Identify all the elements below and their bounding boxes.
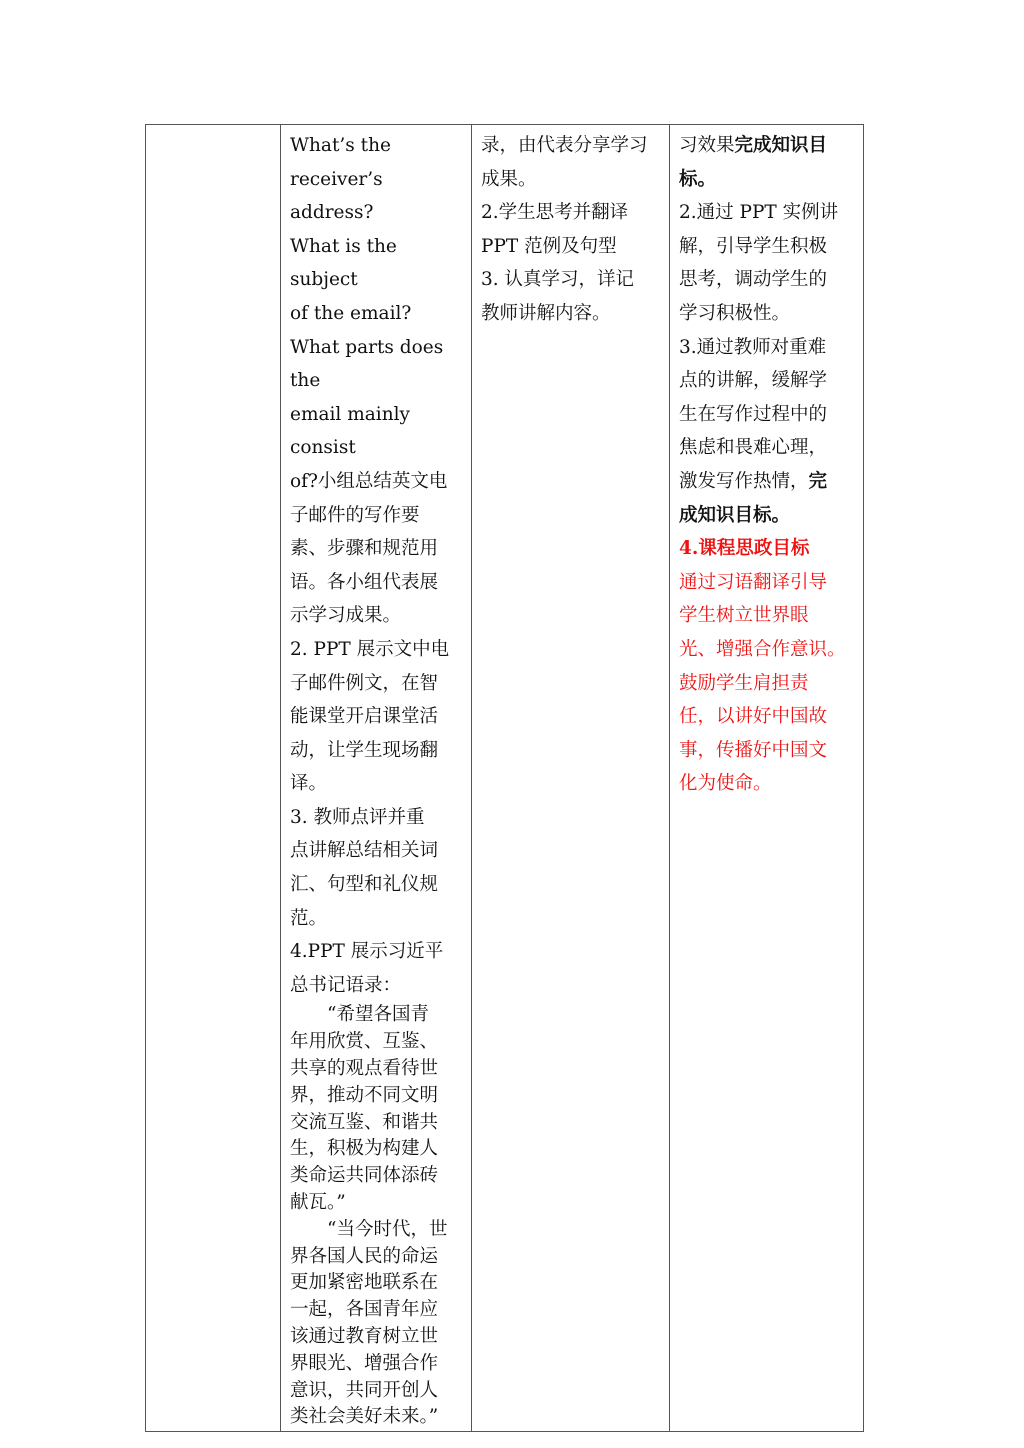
text-line: 4.PPT 展示习近平 <box>290 941 444 963</box>
text-line: 范。 <box>290 907 328 929</box>
red-text-line: 学生树立世界眼 <box>679 605 809 627</box>
design-intent-cell <box>670 125 864 1432</box>
red-text-line: 任，以讲好中国故 <box>679 706 828 728</box>
text-line: 译。 <box>290 773 328 795</box>
text-line: 3. 教师点评并重 <box>290 806 425 828</box>
text-line: What’s the <box>290 135 391 156</box>
text-line: 学习积极性。 <box>679 302 791 324</box>
text-line: 点的讲解，缓解学 <box>679 370 828 392</box>
ideological-goal-heading: 4.课程思政目标 <box>679 538 810 560</box>
quote-line: 交流互鉴、和谐共 <box>290 1111 439 1133</box>
design-intent-content <box>670 125 863 801</box>
bold-text-line: 标。 <box>679 168 717 190</box>
lesson-plan-table <box>145 124 864 1432</box>
quote-line: 献瓦。” <box>290 1192 346 1214</box>
text-line: of the email? <box>290 302 412 324</box>
text-line: 子邮件的写作要 <box>290 504 420 526</box>
table-cell-empty <box>146 125 281 1432</box>
quote-line: 界各国人民的命运 <box>290 1245 439 1267</box>
quote-line: 类社会美好未来。” <box>290 1406 439 1428</box>
text-line: 动，让学生现场翻 <box>290 739 439 761</box>
text-line: What parts does the <box>290 336 444 392</box>
text-line: 2.通过 PPT 实例讲 <box>679 202 839 224</box>
quote-line: 该通过教育树立世 <box>290 1326 439 1347</box>
bold-text-line: 成知识目标。 <box>679 504 791 526</box>
student-activities-cell <box>472 125 670 1432</box>
text-line: 3.通过教师对重难 <box>679 336 827 358</box>
text-line: receiver’s address? <box>290 168 383 224</box>
text-span: 习效果 <box>679 135 735 156</box>
red-text-line: 鼓励学生肩担责 <box>679 672 809 694</box>
bold-text: 完成知识目 <box>734 135 828 156</box>
text-line: 解，引导学生积极 <box>679 235 828 257</box>
red-text-line: 通过习语翻译引导 <box>679 571 828 593</box>
text-line: 生在写作过程中的 <box>679 403 828 425</box>
text-line: 思考，调动学生的 <box>679 269 828 291</box>
table-row <box>146 125 864 1432</box>
text-line: 2.学生思考并翻译 <box>481 202 629 224</box>
text-line <box>679 465 855 499</box>
quote-line: “当今时代，世 <box>327 1218 448 1240</box>
quote-line: 更加紧密地联系在 <box>290 1272 439 1294</box>
text-line: PPT 范例及句型 <box>481 235 617 257</box>
text-line: 2. PPT 展示文中电 <box>290 638 450 660</box>
quote-line: 年用欣赏、互鉴、 <box>290 1031 439 1053</box>
text-line: What is the subject <box>290 235 397 291</box>
text-line: 总书记语录： <box>290 974 402 996</box>
text-line: 示学习成果。 <box>290 605 402 627</box>
red-text-line: 事，传播好中国文 <box>679 739 828 761</box>
text-line: 教师讲解内容。 <box>481 302 611 324</box>
quote-line: 类命运共同体添砖 <box>290 1165 439 1187</box>
text-line: 录，由代表分享学习 <box>481 135 648 156</box>
quote-line: 生，积极为构建人 <box>290 1138 439 1160</box>
teacher-activities-cell <box>281 125 472 1432</box>
quote-line: 共享的观点看待世 <box>290 1058 439 1080</box>
red-text-line: 光、增强合作意识。 <box>679 638 846 660</box>
text-line: 3. 认真学习，详记 <box>481 269 635 291</box>
student-activities-content <box>472 125 669 331</box>
text-span: 激发写作热情， <box>679 470 809 492</box>
text-line: 语。各小组代表展 <box>290 571 439 593</box>
bold-text: 完 <box>808 470 828 492</box>
quote-line: 意识，共同开创人 <box>290 1379 439 1401</box>
text-line: email mainly consist <box>290 403 411 459</box>
quote-line: 一起，各国青年应 <box>290 1299 439 1321</box>
red-text-line: 化为使命。 <box>679 773 772 795</box>
text-line: of?小组总结英文电 <box>290 470 448 492</box>
quote-line: 界眼光、增强合作 <box>290 1352 439 1374</box>
quote-line: 界，推动不同文明 <box>290 1084 439 1106</box>
quote-line: “希望各国青 <box>327 1004 429 1026</box>
text-line: 点讲解总结相关词 <box>290 840 439 862</box>
text-line: 子邮件例文，在智 <box>290 672 439 694</box>
text-line <box>679 129 855 163</box>
teacher-activities-content <box>281 125 471 1431</box>
text-line: 汇、句型和礼仪规 <box>290 874 439 896</box>
text-line: 素、步骤和规范用 <box>290 538 439 560</box>
text-line: 能课堂开启课堂活 <box>290 706 439 728</box>
text-line: 成果。 <box>481 168 537 190</box>
text-line: 焦虑和畏难心理， <box>679 437 828 459</box>
